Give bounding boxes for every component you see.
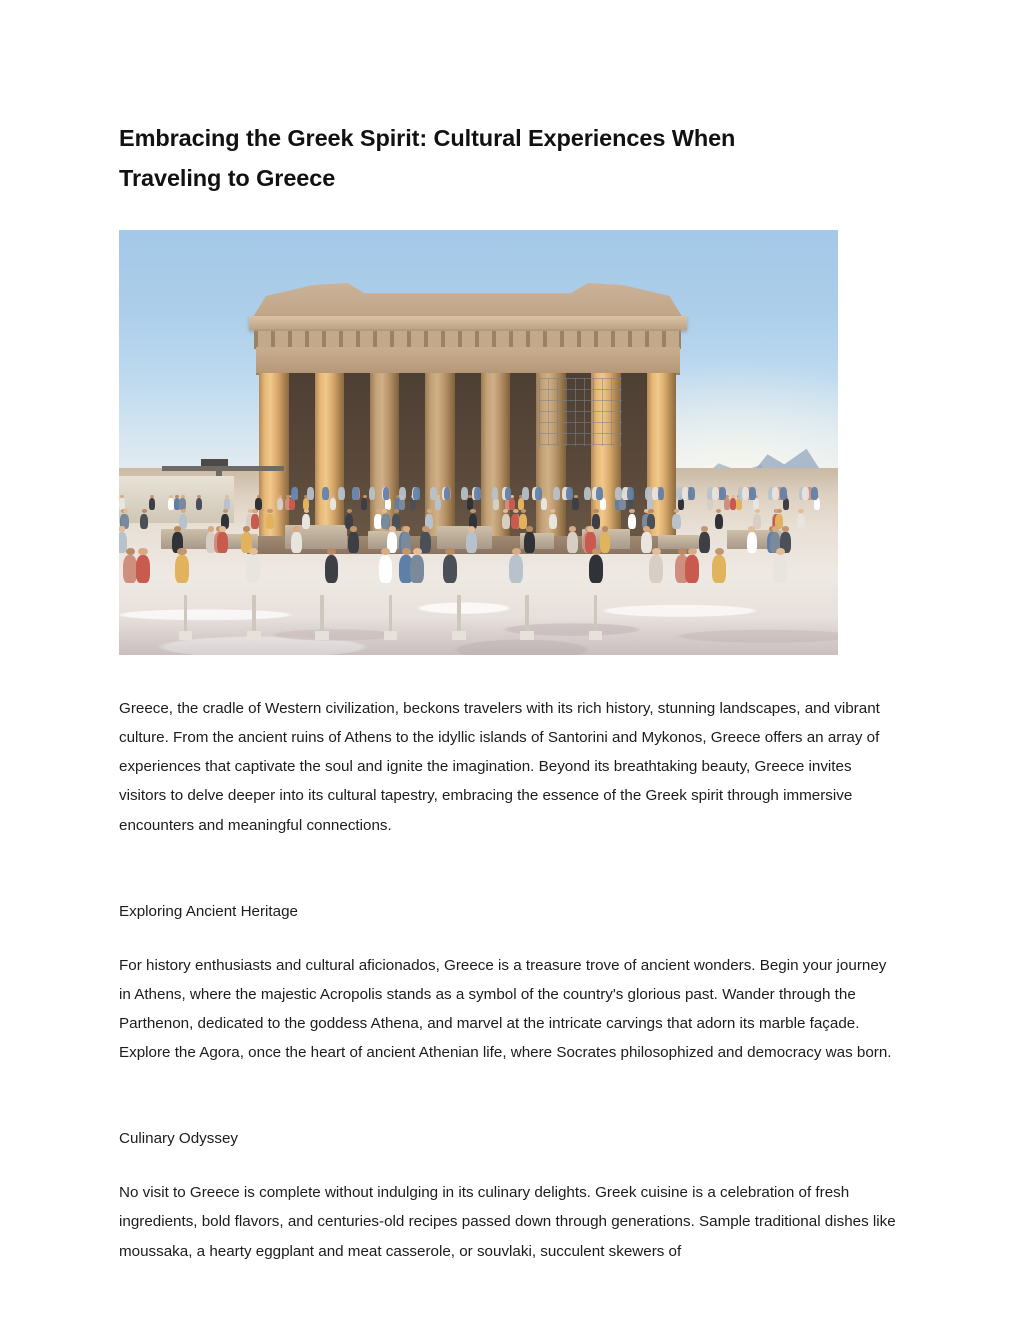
page-title: Embracing the Greek Spirit: Cultural Experiences When Traveling to Greece bbox=[119, 125, 736, 192]
section-body-culinary: No visit to Greece is complete without indulging in its culinary delights. Greek cuisine is a celebration of fresh ingredients, bold flavors, and centuries-old recipes passed down through generations. Sample traditional dishes like moussaka, a hearty eggplant and meat casserole, or souvlaki, succulent skewers of bbox=[119, 1184, 896, 1260]
document-content bbox=[119, 118, 897, 1266]
tourist-crowd bbox=[119, 230, 838, 655]
section-heading-heritage: Exploring Ancient Heritage bbox=[119, 902, 298, 920]
intro-paragraph: Greece, the cradle of Western civilization, beckons travelers with its rich history, stunning landscapes, and vibrant culture. From the ancient ruins of Athens to the idyllic islands of Santorini and Mykonos, Greece offers an array of experiences that captivate the soul and ignite the imagination. Beyond its breathtaking beauty, Greece invites visitors to delve deeper into its cultural tapestry, embracing the essence of the Greek spirit through immersive encounters and meaningful connections. bbox=[119, 699, 880, 834]
parthenon-photo bbox=[119, 230, 838, 655]
section-body-heritage: For history enthusiasts and cultural aficionados, Greece is a treasure trove of ancient wonders. Begin your journey in Athens, where the majestic Acropolis stands as a symbol of the country's glorious past. Wander through the Parthenon, dedicated to the goddess Athena, and marvel at the intricate carvings that adorn its marble façade. Explore the Agora, once the heart of ancient Athenian life, where Socrates philosophized and democracy was born. bbox=[119, 956, 892, 1062]
section-heading-culinary: Culinary Odyssey bbox=[119, 1130, 239, 1148]
